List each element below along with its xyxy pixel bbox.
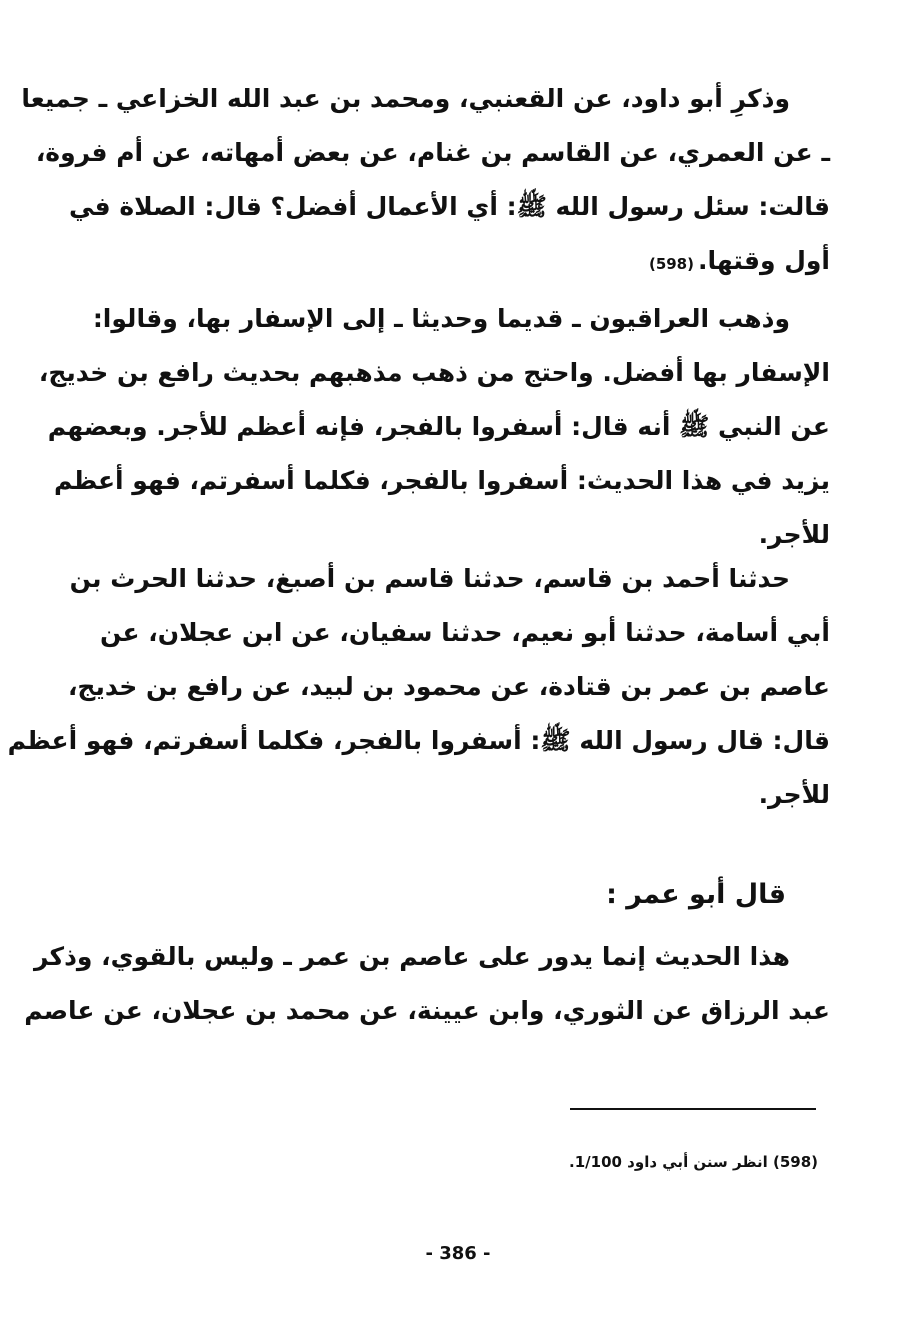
text-line: حدثنا أحمد بن قاسم، حدثنا قاسم بن أصبغ، حدثنا الحرث بن bbox=[69, 564, 790, 593]
page-number: - 386 - bbox=[425, 1243, 491, 1264]
text-line: أبي أسامة، حدثنا أبو نعيم، حدثنا سفيان، عن ابن عجلان، عن bbox=[100, 618, 830, 647]
text-line: وذهب العراقيون ـ قديما وحديثا ـ إلى الإسفار بها، وقالوا: bbox=[92, 304, 790, 333]
text-line: وذكرِ أبو داود، عن القعنبي، ومحمد بن عبد الله الخزاعي ـ جميعا bbox=[21, 84, 790, 113]
text-line: الإسفار بها أفضل. واحتج من ذهب مذهبهم بحديث رافع بن خديج، bbox=[38, 358, 830, 387]
text-line: عبد الرزاق عن الثوري، وابن عيينة، عن محمد بن عجلان، عن عاصم bbox=[24, 996, 830, 1025]
paragraph-4 bbox=[24, 930, 830, 1038]
text-line: هذا الحديث إنما يدور على عاصم بن عمر ـ وليس بالقوي، وذكر bbox=[33, 942, 790, 971]
text-line: يزيد في هذا الحديث: أسفروا بالفجر، فكلما أسفرتم، فهو أعظم bbox=[53, 466, 830, 495]
text-line: عاصم بن عمر بن قتادة، عن محمود بن لبيد، عن رافع بن خديج، bbox=[67, 672, 830, 701]
text-line-content: أول وقتها. bbox=[697, 246, 830, 275]
text-line: قال: قال رسول الله ﷺ: أسفروا بالفجر، فكلما أسفرتم، فهو أعظم bbox=[7, 726, 830, 755]
paragraph-2 bbox=[38, 292, 830, 562]
paragraph-3 bbox=[7, 552, 830, 822]
text-line: للأجر. bbox=[758, 780, 830, 809]
footnote: (598) انظر سنن أبي داود 1/100. bbox=[569, 1153, 818, 1171]
text-line: قالت: سئل رسول الله ﷺ: أي الأعمال أفضل؟ قال: الصلاة في bbox=[68, 192, 830, 221]
text-line: للأجر. bbox=[758, 520, 830, 549]
section-heading: قال أبو عمر : bbox=[606, 879, 786, 910]
paragraph-1 bbox=[21, 72, 830, 288]
text-line: عن النبي ﷺ أنه قال: أسفروا بالفجر، فإنه أعظم للأجر. وبعضهم bbox=[47, 412, 830, 441]
text-line: ـ عن العمري، عن القاسم بن غنام، عن بعض أمهاته، عن أم فروة، bbox=[35, 138, 830, 167]
text-line bbox=[100, 234, 830, 288]
footnote-separator bbox=[570, 1108, 816, 1110]
footnote-reference: (598) bbox=[648, 255, 694, 273]
